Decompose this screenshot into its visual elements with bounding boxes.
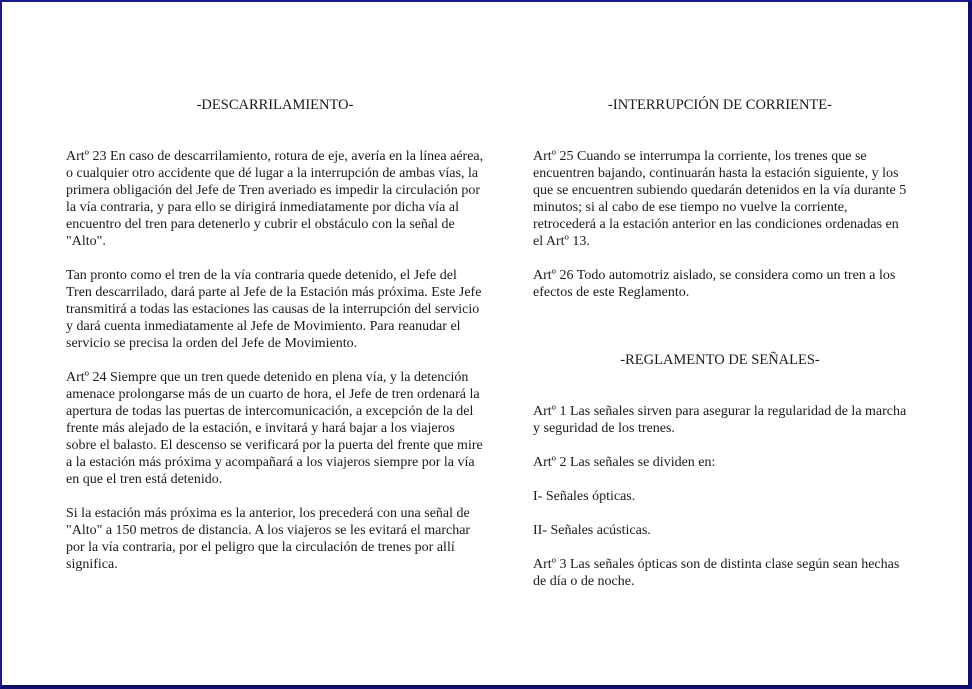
paragraph-art-25: Artº 25 Cuando se interrumpa la corriente, los trenes que se encuentren bajando, continuarán hasta la estación siguiente, y los que se encuentren subiendo quedarán detenidos en la vía durante 5 minutos; si al cabo de ese tiempo no vuelve la corriente, retrocederá a la estación anterior en las condiciones ordenadas en el Artº 13. bbox=[533, 149, 907, 249]
paragraph-art-2: Artº 2 Las señales se dividen en: bbox=[533, 455, 716, 470]
paragraph-art-23: Artº 23 En caso de descarrilamiento, rotura de eje, avería en la línea aérea, o cualquier otro accidente que dé lugar a la interrupción de ambas vías, la primera obligación del Jefe de Tren averiado es impedir la circulación por la vía contraria, y para ello se dirigirá inmediatamente por dicha vía al encuentro del tren para detenerlo y cubrir el obstáculo con la señal de "Alto". bbox=[66, 149, 484, 249]
paragraph-art-1: Artº 1 Las señales sirven para asegurar la regularidad de la marcha y seguridad de los trenes. bbox=[533, 404, 907, 436]
list-item-senales-opticas: I- Señales ópticas. bbox=[533, 489, 636, 504]
paragraph-art-24: Artº 24 Siempre que un tren quede detenido en plena vía, y la detención amenace prolongarse más de un cuarto de hora, el Jefe de tren ordenará la apertura de todas las puertas de intercomunicación, a excepción de la del frente más alejado de la estación, e invitará y hará bajar a los viajeros sobre el balasto. El descenso se verificará por la puerta del frente que mire a la estación más próxima y acompañará a los viajeros siempre por la vía en que el tren está detenido. bbox=[66, 370, 483, 487]
heading-interrupcion-corriente: -INTERRUPCIÓN DE CORRIENTE- bbox=[608, 97, 832, 113]
paragraph-art-3: Artº 3 Las señales ópticas son de distinta clase según sean hechas de día o de noche. bbox=[533, 557, 900, 589]
paragraph-jefe-tren: Tan pronto como el tren de la vía contraria quede detenido, el Jefe del Tren descarrilado, dará parte al Jefe de la Estación más próxima. Este Jefe transmitirá a todas las estaciones las causas de la interrupción del servicio y dará cuenta inmediatamente al Jefe de Movimiento. Para reanudar el servicio se precisa la orden del Jefe de Movimiento. bbox=[66, 268, 482, 351]
heading-descarrilamiento: -DESCARRILAMIENTO- bbox=[196, 97, 354, 113]
paragraph-art-26: Artº 26 Todo automotriz aislado, se considera como un tren a los efectos de este Reglamento. bbox=[533, 268, 896, 300]
left-column bbox=[66, 97, 484, 573]
heading-reglamento-senales: -REGLAMENTO DE SEÑALES- bbox=[620, 352, 820, 368]
list-item-senales-acusticas: II- Señales acústicas. bbox=[533, 523, 651, 538]
right-column bbox=[533, 97, 907, 590]
paragraph-estacion-anterior: Si la estación más próxima es la anterior, los precederá con una señal de "Alto" a 150 metros de distancia. A los viajeros se les evitará el marchar por la vía contraria, por el peligro que la circulación de trenes por allí significa. bbox=[66, 506, 471, 572]
